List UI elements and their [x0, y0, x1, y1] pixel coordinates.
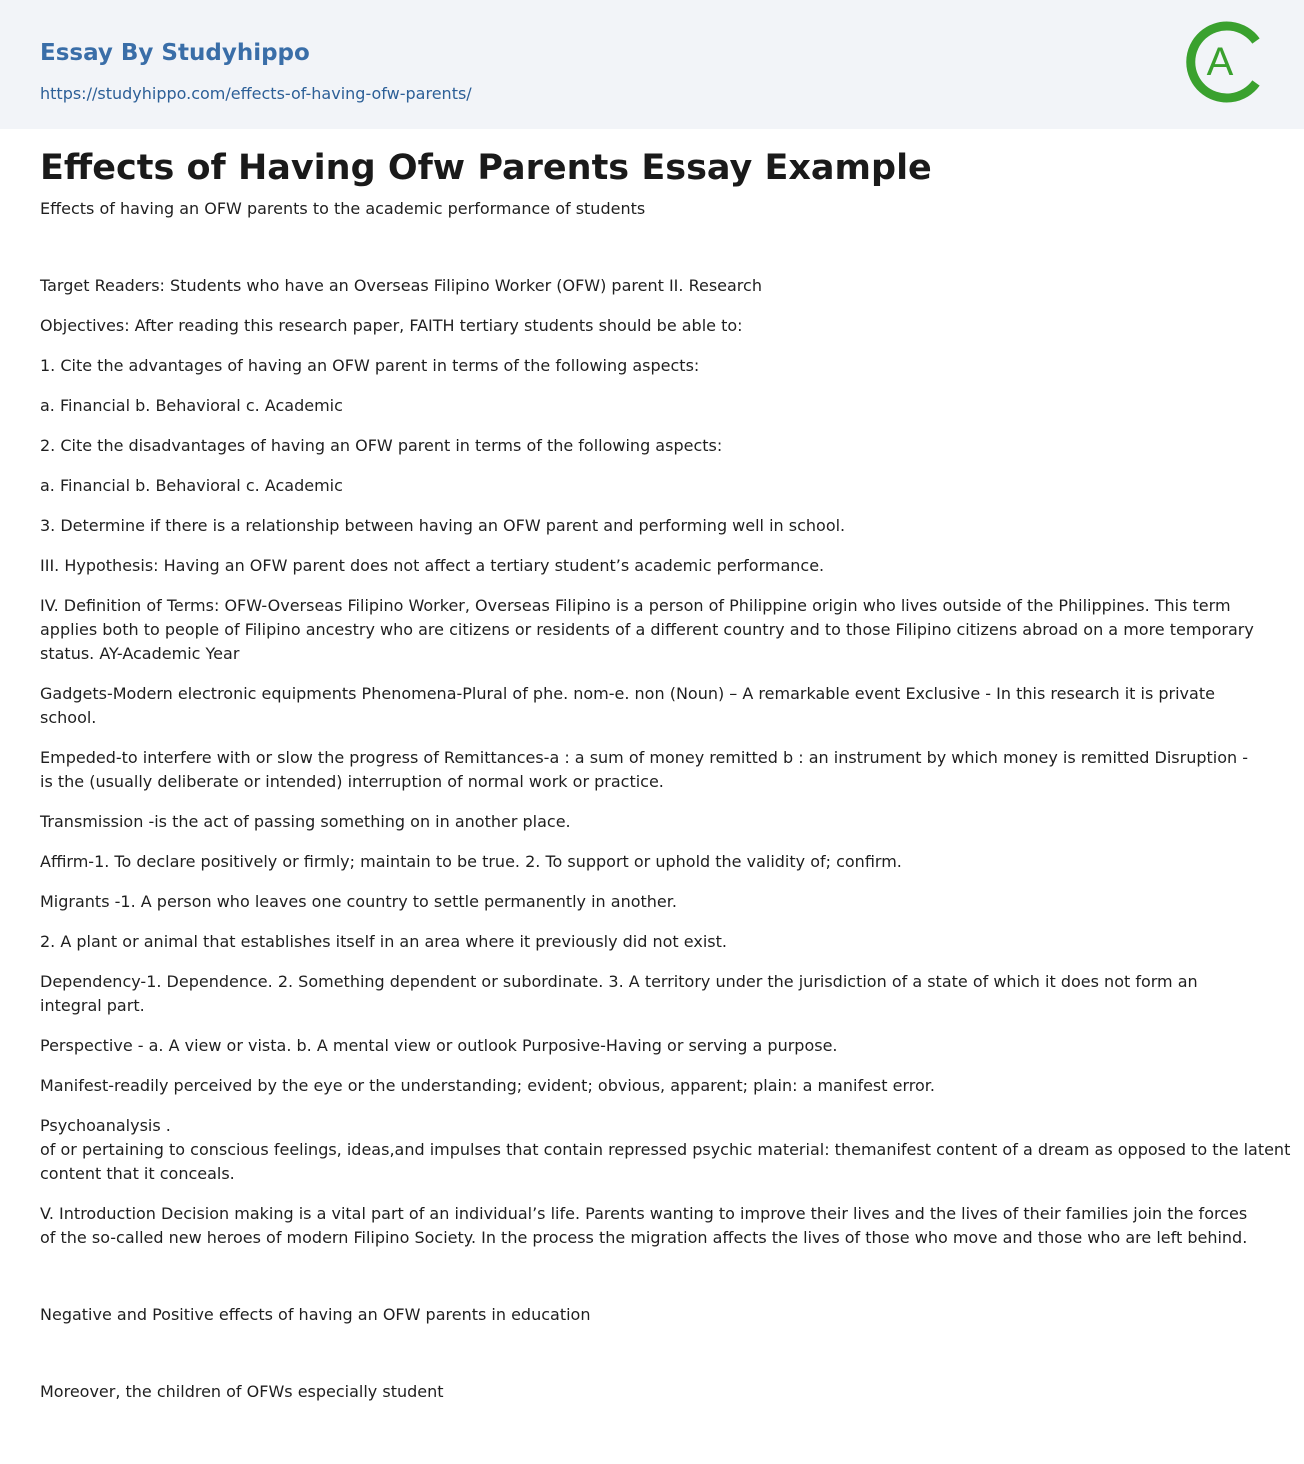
paragraph: Manifest-readily perceived by the eye or the understanding; evident; obvious, apparent; plain: a manifest error.	[40, 1076, 935, 1095]
paragraph: Perspective - a. A view or vista. b. A mental view or outlook Purposive-Having or serving a purpose.	[40, 1036, 838, 1055]
article-body	[40, 274, 1304, 1250]
paragraph: a. Financial b. Behavioral c. Academic	[40, 396, 343, 415]
logo-letter: A	[1206, 40, 1234, 84]
section-heading: Negative and Positive effects of having an OFW parents in education	[40, 1305, 591, 1324]
closing-text: Moreover, the children of OFWs especially student	[40, 1382, 444, 1401]
psychoanalysis-body: of or pertaining to conscious feelings, ideas,and impulses that contain repressed psychic material: themanifest content of a dream as opposed to the latent content that it conceals.	[40, 1140, 1291, 1183]
paragraph: Gadgets-Modern electronic equipments Phenomena-Plural of phe. nom-e. non (Noun) – A remarkable event Exclusive - In this research it is private school.	[40, 684, 1215, 727]
paragraph: 1. Cite the advantages of having an OFW parent in terms of the following aspects:	[40, 356, 700, 375]
site-header	[0, 0, 1304, 129]
paragraph: Target Readers: Students who have an Overseas Filipino Worker (OFW) parent II. Research	[40, 276, 762, 295]
paragraph: Objectives: After reading this research paper, FAITH tertiary students should be able to:	[40, 316, 743, 335]
page-title: Effects of Having Ofw Parents Essay Example	[40, 148, 932, 188]
paragraph: Migrants -1. A person who leaves one country to settle permanently in another.	[40, 892, 677, 911]
page-url-link[interactable]: https://studyhippo.com/effects-of-having-ofw-parents/	[40, 84, 472, 103]
paragraph: Transmission -is the act of passing something on in another place.	[40, 812, 571, 831]
paragraph: a. Financial b. Behavioral c. Academic	[40, 476, 343, 495]
psychoanalysis-paragraph	[40, 1114, 1304, 1186]
article	[40, 141, 1304, 1404]
psychoanalysis-title: Psychoanalysis .	[40, 1116, 171, 1135]
paragraph: IV. Definition of Terms: OFW-Overseas Filipino Worker, Overseas Filipino is a person of Philippine origin who lives outside of the Philippines. This term applies both to people of Filipino ancestry who are citizens or residents of a different country and to those Filipino citizens abroad on a more temporary status. AY-Academic Year	[40, 596, 1254, 663]
introduction-paragraph: V. Introduction Decision making is a vital part of an individual’s life. Parents wanting to improve their lives and the lives of their families join the forces of the so-called new heroes of modern Filipino Society. In the process the migration affects the lives of those who move and those who are left behind.	[40, 1204, 1248, 1247]
paragraph: Dependency-1. Dependence. 2. Something dependent or subordinate. 3. A territory under the jurisdiction of a state of which it does not form an integral part.	[40, 972, 1198, 1015]
studyhippo-logo-icon[interactable]	[1183, 19, 1267, 105]
paragraph: Affirm-1. To declare positively or firmly; maintain to be true. 2. To support or uphold the validity of; confirm.	[40, 852, 902, 871]
paragraph: 2. Cite the disadvantages of having an OFW parent in terms of the following aspects:	[40, 436, 723, 455]
paragraph: 2. A plant or animal that establishes itself in an area where it previously did not exist.	[40, 932, 727, 951]
paragraph: III. Hypothesis: Having an OFW parent does not affect a tertiary student’s academic performance.	[40, 556, 825, 575]
site-name[interactable]: Essay By Studyhippo	[40, 40, 310, 66]
article-subtitle: Effects of having an OFW parents to the academic performance of students	[40, 199, 646, 218]
paragraph: 3. Determine if there is a relationship between having an OFW parent and performing well in school.	[40, 516, 846, 535]
paragraph: Empeded-to interfere with or slow the progress of Remittances-a : a sum of money remitted b : an instrument by which money is remitted Disruption -is the (usually deliberate or intended) interruption of normal work or practice.	[40, 748, 1248, 791]
